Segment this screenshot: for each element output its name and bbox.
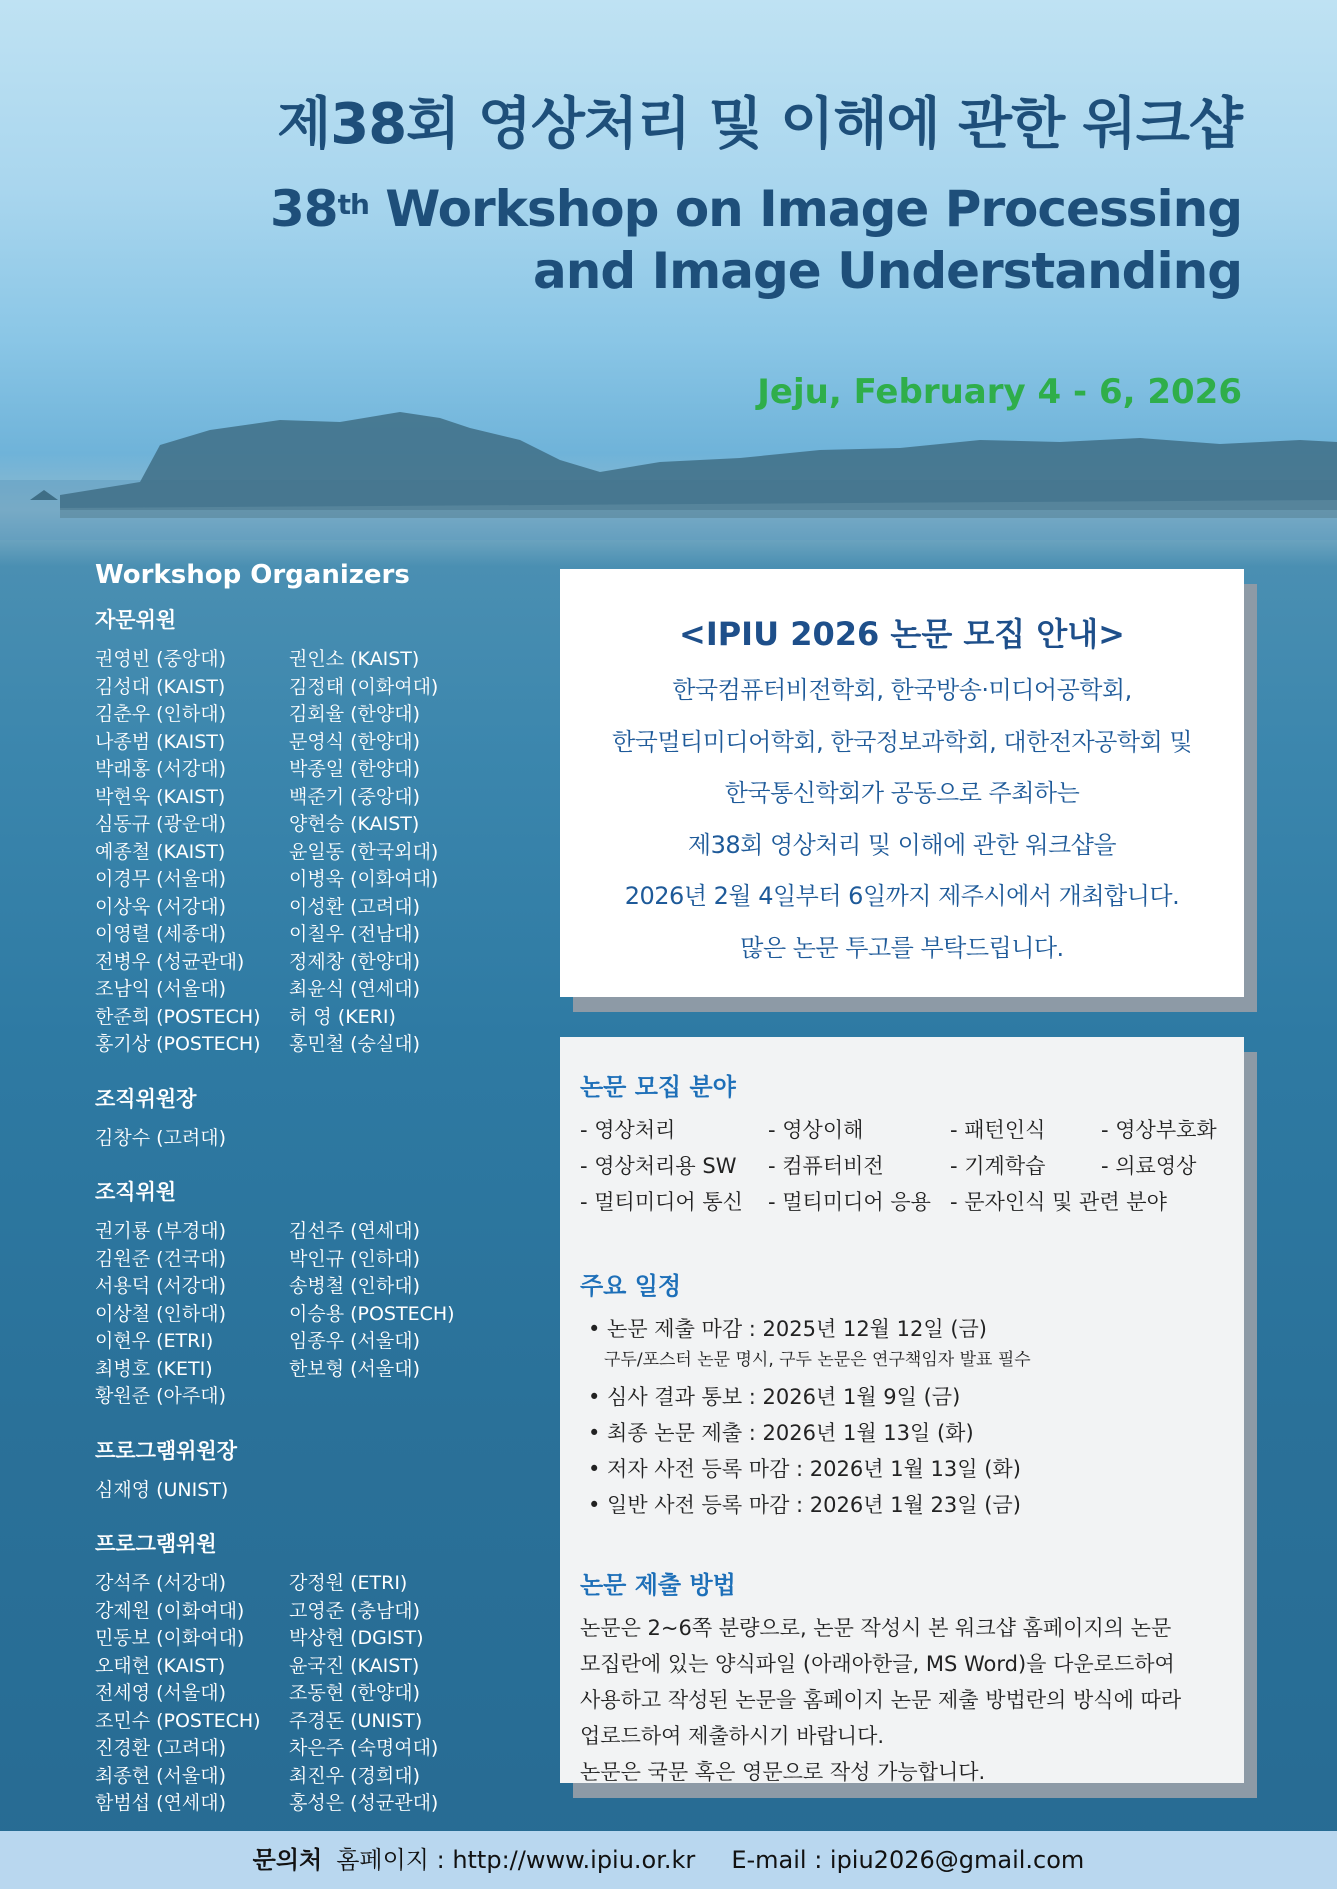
list-item: - 영상처리용 SW	[580, 1154, 737, 1178]
list-item: 허 영 (KERI)	[289, 1005, 396, 1028]
list-item: 김춘우 (인하대)	[95, 703, 226, 725]
method-line: 모집란에 있는 양식파일 (아래아한글, MS Word)을 다운로드하여	[580, 1652, 1175, 1676]
schedule-note: 구두/포스터 논문 명시, 구두 논문은 연구책임자 발표 필수	[604, 1350, 1031, 1370]
list-item: 최병호 (KETI)	[95, 1357, 213, 1380]
method-text	[580, 1610, 1244, 1790]
list-item: 김회율 (한양대)	[289, 703, 420, 725]
notice-box	[560, 569, 1244, 997]
list-item: 윤일동 (한국외대)	[289, 840, 439, 863]
list-item: 강석주 (서강대)	[95, 1572, 226, 1594]
list-item: 양현승 (KAIST)	[289, 813, 420, 835]
method-line: 논문은 2~6쪽 분량으로, 논문 작성시 본 워크샵 홈페이지의 논문	[580, 1616, 1172, 1640]
organizers-title: Workshop Organizers	[95, 560, 410, 590]
list-item: 홍민철 (숭실대)	[289, 1033, 420, 1055]
list-item: 강정원 (ETRI)	[289, 1572, 408, 1594]
list-item: 이영렬 (세종대)	[95, 923, 226, 945]
program-chair-title: 프로그램위원장	[95, 1438, 238, 1463]
event-date: Jeju, February 4 - 6, 2026	[757, 372, 1242, 412]
list-item: - 영상처리	[580, 1118, 676, 1142]
list-item: 박현욱 (KAIST)	[95, 785, 226, 808]
title-en-line1: Workshop on Image Processing	[368, 180, 1242, 238]
list-item: 권기룡 (부경대)	[95, 1220, 226, 1242]
list-item: 홍성은 (성균관대)	[289, 1792, 439, 1814]
list-item: 박래홍 (서강대)	[95, 758, 226, 780]
schedule-title: 주요 일정	[580, 1272, 682, 1300]
list-item: 정제창 (한양대)	[289, 950, 420, 973]
notice-line: 제38회 영상처리 및 이해에 관한 워크샵을	[687, 830, 1117, 859]
list-item: 전세영 (서울대)	[95, 1682, 226, 1704]
list-item: 이상철 (인하대)	[95, 1302, 226, 1325]
list-item: - 컴퓨터비전	[768, 1154, 884, 1178]
email-link[interactable]: E-mail : ipiu2026@gmail.com	[731, 1846, 1085, 1874]
list-item: 최진우 (경희대)	[289, 1764, 420, 1787]
fields-title: 논문 모집 분야	[580, 1073, 736, 1101]
list-item: 김정태 (이화여대)	[289, 675, 439, 698]
list-item: 김선주 (연세대)	[289, 1220, 420, 1242]
notice-line: 한국멀티미디어학회, 한국정보과학회, 대한전자공학회 및	[611, 727, 1193, 756]
notice-line: 2026년 2월 4일부터 6일까지 제주시에서 개최합니다.	[624, 882, 1180, 910]
committee-title: 조직위원	[95, 1180, 177, 1204]
list-item: 백준기 (중앙대)	[289, 785, 420, 808]
committee-list	[95, 1218, 545, 1411]
schedule-item: • 논문 제출 마감 : 2025년 12월 12일 (금)	[588, 1317, 987, 1341]
title-english	[270, 178, 1242, 302]
list-item: 박인규 (인하대)	[289, 1247, 420, 1270]
notice-heading: <IPIU 2026 논문 모집 안내>	[679, 615, 1125, 653]
method-line: 업로드하여 제출하시기 바랍니다.	[580, 1724, 885, 1748]
list-item: 한준희 (POSTECH)	[95, 1005, 261, 1028]
list-item: 주경돈 (UNIST)	[289, 1709, 423, 1732]
list-item: 이성환 (고려대)	[289, 895, 420, 918]
notice-line: 많은 논문 투고를 부탁드립니다.	[740, 933, 1064, 962]
list-item: 이현우 (ETRI)	[95, 1330, 214, 1352]
program-committee-list	[95, 1570, 545, 1818]
list-item: 박상현 (DGIST)	[289, 1627, 424, 1649]
list-item: 나종범 (KAIST)	[95, 730, 226, 753]
list-item: 최윤식 (연세대)	[289, 978, 420, 1000]
schedule-item: • 심사 결과 통보 : 2026년 1월 9일 (금)	[588, 1385, 961, 1409]
list-item: 강제원 (이화여대)	[95, 1599, 245, 1622]
list-item: - 영상부호화	[1101, 1118, 1217, 1142]
info-box	[560, 1037, 1244, 1783]
schedule-item: • 저자 사전 등록 마감 : 2026년 1월 13일 (화)	[588, 1457, 1021, 1481]
list-item: 이승용 (POSTECH)	[289, 1302, 455, 1325]
list-item: 전병우 (성균관대)	[95, 950, 245, 973]
program-chair-name: 심재영 (UNIST)	[95, 1478, 229, 1501]
list-item: 권인소 (KAIST)	[289, 648, 420, 670]
list-item: 김원준 (건국대)	[95, 1247, 226, 1270]
list-item: 권영빈 (중앙대)	[95, 648, 226, 670]
organizers-panel	[95, 560, 545, 1842]
list-item: 윤국진 (KAIST)	[289, 1654, 420, 1677]
schedule-list	[580, 1311, 1244, 1523]
title-korean: 제38회 영상처리 및 이해에 관한 워크샵	[277, 92, 1242, 157]
method-line: 논문은 국문 혹은 영문으로 작성 가능합니다.	[580, 1760, 986, 1784]
title-en-superscript: th	[337, 188, 369, 221]
list-item	[289, 1383, 529, 1411]
list-item: 이상욱 (서강대)	[95, 895, 226, 918]
contact-footer	[0, 1831, 1337, 1889]
list-item: 조동현 (한양대)	[289, 1682, 420, 1704]
list-item: 임종우 (서울대)	[289, 1330, 420, 1352]
notice-line: 한국컴퓨터비전학회, 한국방송·미디어공학회,	[672, 676, 1132, 704]
list-item: - 멀티미디어 응용	[768, 1190, 931, 1214]
list-item: 심동규 (광운대)	[95, 813, 226, 835]
chair-name: 김창수 (고려대)	[95, 1126, 226, 1149]
schedule-item: • 최종 논문 제출 : 2026년 1월 13일 (화)	[588, 1421, 974, 1445]
advisory-title: 자문위원	[95, 608, 177, 632]
list-item: 조남익 (서울대)	[95, 978, 226, 1000]
list-item: 진경환 (고려대)	[95, 1737, 226, 1759]
contact-label: 문의처	[252, 1846, 323, 1874]
fields-list	[580, 1112, 1244, 1220]
schedule-item: • 일반 사전 등록 마감 : 2026년 1월 23일 (금)	[588, 1493, 1021, 1517]
list-item: 한보형 (서울대)	[289, 1357, 420, 1380]
list-item: 차은주 (숙명여대)	[289, 1737, 439, 1759]
list-item: 박종일 (한양대)	[289, 758, 420, 780]
island-background	[0, 400, 1337, 540]
list-item: 오태현 (KAIST)	[95, 1654, 226, 1677]
list-item: 황원준 (아주대)	[95, 1385, 226, 1407]
list-item: 조민수 (POSTECH)	[95, 1709, 261, 1732]
list-item: 송병철 (인하대)	[289, 1275, 420, 1297]
title-en-line2: and Image Understanding	[533, 242, 1242, 300]
list-item	[1101, 1184, 1231, 1220]
list-item: - 패턴인식	[950, 1118, 1046, 1142]
list-item: 김성대 (KAIST)	[95, 675, 226, 698]
list-item: 최종현 (서울대)	[95, 1764, 226, 1787]
list-item: 이칠우 (전남대)	[289, 923, 420, 945]
list-item: 함범섭 (연세대)	[95, 1792, 226, 1814]
list-item: - 기계학습	[950, 1154, 1046, 1178]
advisory-list	[95, 646, 545, 1059]
list-item: 예종철 (KAIST)	[95, 840, 226, 863]
notice-line: 한국통신학회가 공동으로 주최하는	[724, 779, 1080, 807]
list-item: - 영상이해	[768, 1118, 864, 1142]
list-item: 이병욱 (이화여대)	[289, 868, 439, 890]
list-item: 고영준 (충남대)	[289, 1599, 420, 1622]
title-en-number: 38	[269, 180, 338, 238]
list-item: - 멀티미디어 통신	[580, 1190, 743, 1214]
list-item: - 문자인식 및 관련 분야	[950, 1190, 1167, 1214]
list-item: 홍기상 (POSTECH)	[95, 1033, 261, 1055]
program-committee-title: 프로그램위원	[95, 1532, 217, 1556]
notice-lines	[560, 665, 1244, 974]
method-line: 사용하고 작성된 논문을 홈페이지 논문 제출 방법란의 방식에 따라	[580, 1688, 1182, 1712]
chair-title: 조직위원장	[95, 1086, 197, 1111]
list-item: - 의료영상	[1101, 1154, 1197, 1178]
list-item: 이경무 (서울대)	[95, 868, 226, 890]
method-title: 논문 제출 방법	[580, 1571, 736, 1599]
list-item: 서용덕 (서강대)	[95, 1275, 226, 1297]
list-item: 문영식 (한양대)	[289, 730, 420, 753]
list-item: 민동보 (이화여대)	[95, 1627, 245, 1649]
homepage-link[interactable]: 홈페이지 : http://www.ipiu.or.kr	[336, 1846, 696, 1874]
